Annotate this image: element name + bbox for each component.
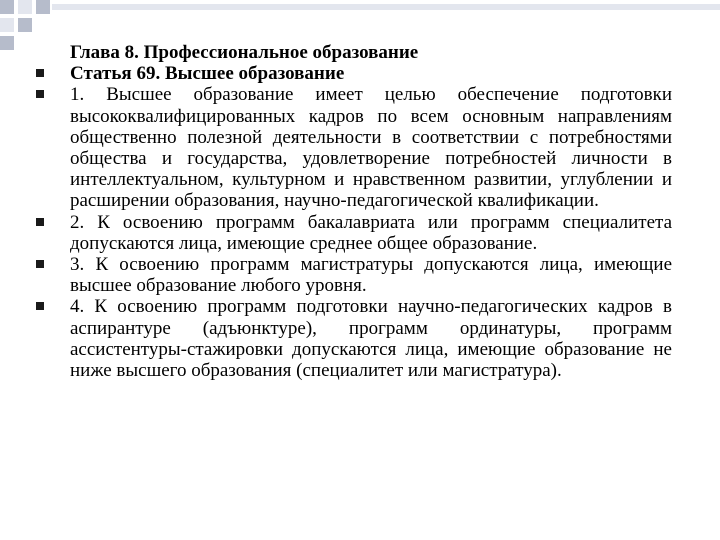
bullet-item-1: 1. Высшее образование имеет целью обеспечение подготовки высококвалифицированных кадров по всем основным направлениям общественно полезной деятельности в соответствии с потребностями общества и государства, удовлетворение потребностей личности в интеллектуальном, культурном и нравственном развитии, углублении и расширении образования, научно-педагогической квалификации. [36, 84, 672, 211]
square-bullet-icon [36, 90, 44, 98]
deco-bar [52, 4, 720, 10]
bullet-article-title: Статья 69. Высшее образование [36, 63, 672, 84]
deco-square [0, 0, 14, 14]
square-bullet-icon [36, 218, 44, 226]
bullet-item-2: 2. К освоению программ бакалавриата или программ специалитета допускаются лица, имеющие среднее общее образование. [36, 212, 672, 254]
bullet-item-4: 4. К освоению программ подготовки научно-педагогических кадров в аспирантуре (адъюнктуре), программ ординатуры, программ ассистентуры-стажировки допускаются лица, имеющие образование не ниже высшего образования (специалитет или магистратура). [36, 296, 672, 381]
square-bullet-icon [36, 69, 44, 77]
deco-square [0, 18, 14, 32]
deco-square [0, 36, 14, 50]
slide-content [36, 42, 672, 381]
deco-square [18, 0, 32, 14]
bullet-item-3: 3. К освоению программ магистратуры допускаются лица, имеющие высшее образование любого уровня. [36, 254, 672, 296]
deco-square [18, 18, 32, 32]
chapter-title: Глава 8. Профессиональное образование [70, 42, 419, 63]
deco-square [36, 0, 50, 14]
square-bullet-icon [36, 260, 44, 268]
square-bullet-icon [36, 302, 44, 310]
